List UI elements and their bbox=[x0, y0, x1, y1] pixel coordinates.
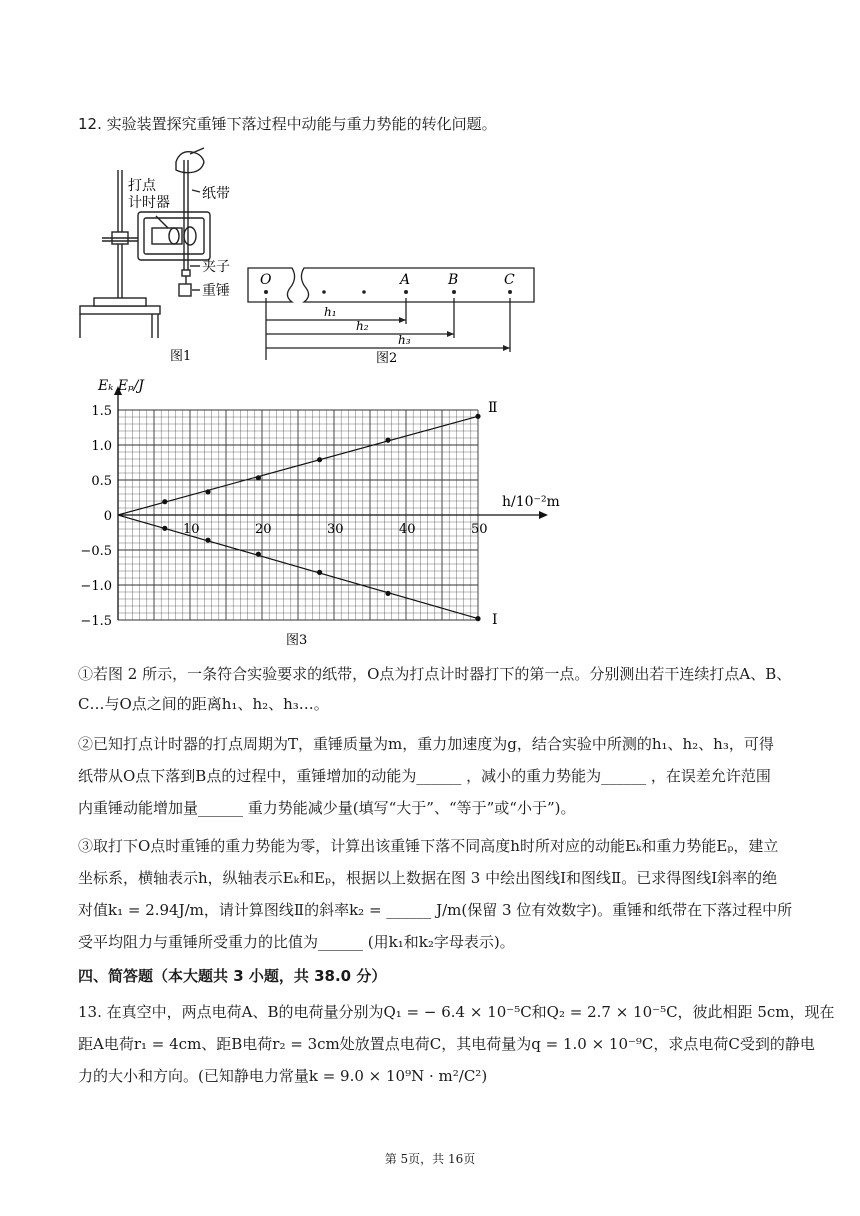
label-timer-line2: 计时器 bbox=[128, 195, 170, 211]
x-tick-label: 30 bbox=[327, 522, 344, 537]
part-2-line-3: 内重锤动能增加量______ 重力势能减少量(填写“大于”、“等于”或“小于”)。 bbox=[78, 799, 576, 817]
data-point bbox=[475, 616, 480, 621]
data-point bbox=[475, 414, 480, 419]
tape-point-c: C bbox=[504, 272, 515, 288]
y-tick-label: 0 bbox=[103, 509, 112, 524]
question-13-line-3: 力的大小和方向。(已知静电力常量k = 9.0 × 10⁹N · m²/C²) bbox=[78, 1067, 488, 1085]
y-tick-label: 1.5 bbox=[91, 404, 112, 419]
figure-1-caption: 图1 bbox=[170, 349, 192, 364]
y-tick-label: −1.0 bbox=[80, 579, 112, 594]
chart-line-label-i: Ⅰ bbox=[492, 612, 498, 628]
tape-distance-h3: h₃ bbox=[398, 333, 411, 347]
part-3-line-2: 坐标系，横轴表示h，纵轴表示Eₖ和Eₚ，根据以上数据在图 3 中绘出图线Ⅰ和图线Ⅱ。已求得图线Ⅰ斜率的绝 bbox=[78, 869, 778, 887]
figure-2-caption: 图2 bbox=[376, 351, 398, 364]
x-tick-label: 50 bbox=[471, 522, 488, 537]
page-footer: 第 5页，共 16页 bbox=[384, 1152, 476, 1166]
y-tick-label: 0.5 bbox=[91, 474, 112, 489]
data-point bbox=[317, 570, 322, 575]
label-weight: 重锤 bbox=[202, 283, 230, 299]
label-clip: 夹子 bbox=[202, 259, 230, 275]
section-4-heading: 四、简答题（本大题共 3 小题，共 38.0 分） bbox=[78, 967, 387, 985]
question-12-title: 12. 实验装置探究重锤下落过程中动能与重力势能的转化问题。 bbox=[78, 115, 497, 133]
x-tick-label: 10 bbox=[183, 522, 200, 537]
chart-x-axis-label: h/10⁻²m bbox=[502, 494, 560, 510]
question-13-line-2: 距A电荷r₁ = 4cm、距B电荷r₂ = 3cm处放置点电荷C，其电荷量为q = 1.0 × 10⁻⁹C，求点电荷C受到的静电 bbox=[78, 1035, 815, 1053]
part-2-line-1: ②已知打点计时器的打点周期为T，重锤质量为m，重力加速度为g，结合实验中所测的h₁、h₂、h₃，可得 bbox=[78, 735, 774, 753]
tape-point-a: A bbox=[400, 272, 411, 288]
part-1-line-1: ①若图 2 所示，一条符合实验要求的纸带，O点为打点计时器打下的第一点。分别测出若干连续打点A、B、 bbox=[78, 665, 792, 683]
data-point bbox=[385, 591, 390, 596]
x-axis-arrow bbox=[539, 511, 548, 519]
tape-distance-h2: h₂ bbox=[356, 319, 369, 333]
part-3-line-4: 受平均阻力与重锤所受重力的比值为______ (用k₁和k₂字母表示)。 bbox=[78, 933, 515, 951]
part-3-line-1: ③取打下O点时重锤的重力势能为零，计算出该重锤下落不同高度h时所对应的动能Eₖ和重力势能Eₚ，建立 bbox=[78, 837, 779, 855]
chart-tick-labels bbox=[80, 404, 487, 629]
data-point bbox=[162, 499, 167, 504]
data-point bbox=[256, 475, 261, 480]
y-tick-label: −0.5 bbox=[80, 544, 112, 559]
chart-line-label-ii: Ⅱ bbox=[488, 400, 498, 416]
figure-3-chart bbox=[72, 372, 572, 650]
tape-point-b: B bbox=[448, 272, 459, 288]
data-point bbox=[256, 552, 261, 557]
label-paper-tape: 纸带 bbox=[202, 186, 230, 202]
part-1-line-2: C…与O点之间的距离h₁、h₂、h₃…。 bbox=[78, 695, 329, 713]
data-point bbox=[205, 489, 210, 494]
y-tick-label: −1.5 bbox=[80, 614, 112, 629]
figure-1-apparatus bbox=[72, 142, 252, 364]
label-timer-line1: 打点 bbox=[128, 178, 156, 194]
x-tick-label: 20 bbox=[255, 522, 272, 537]
y-tick-label: 1.0 bbox=[91, 439, 112, 454]
part-2-line-2: 纸带从O点下落到B点的过程中，重锤增加的动能为______ ，减小的重力势能为______ ，在误差允许范围 bbox=[78, 767, 771, 785]
data-point bbox=[205, 538, 210, 543]
data-point bbox=[385, 438, 390, 443]
question-13-line-1: 13. 在真空中，两点电荷A、B的电荷量分别为Q₁ = − 6.4 × 10⁻⁵C和Q₂ = 2.7 × 10⁻⁵C，彼此相距 5cm，现在 bbox=[78, 1003, 835, 1021]
data-point bbox=[162, 526, 167, 531]
figure-3-caption: 图3 bbox=[286, 633, 308, 648]
figure-2-paper-tape bbox=[244, 262, 544, 364]
part-3-line-3: 对值k₁ = 2.94J/m，请计算图线Ⅱ的斜率k₂ = ______ J/m(保留 3 位有效数字)。重锤和纸带在下落过程中所 bbox=[78, 901, 793, 919]
x-tick-label: 40 bbox=[399, 522, 416, 537]
tape-distance-h1: h₁ bbox=[324, 305, 337, 319]
chart-y-axis-label: Eₖ Eₚ/J bbox=[98, 378, 144, 394]
tape-point-o: O bbox=[260, 272, 272, 288]
data-point bbox=[317, 457, 322, 462]
